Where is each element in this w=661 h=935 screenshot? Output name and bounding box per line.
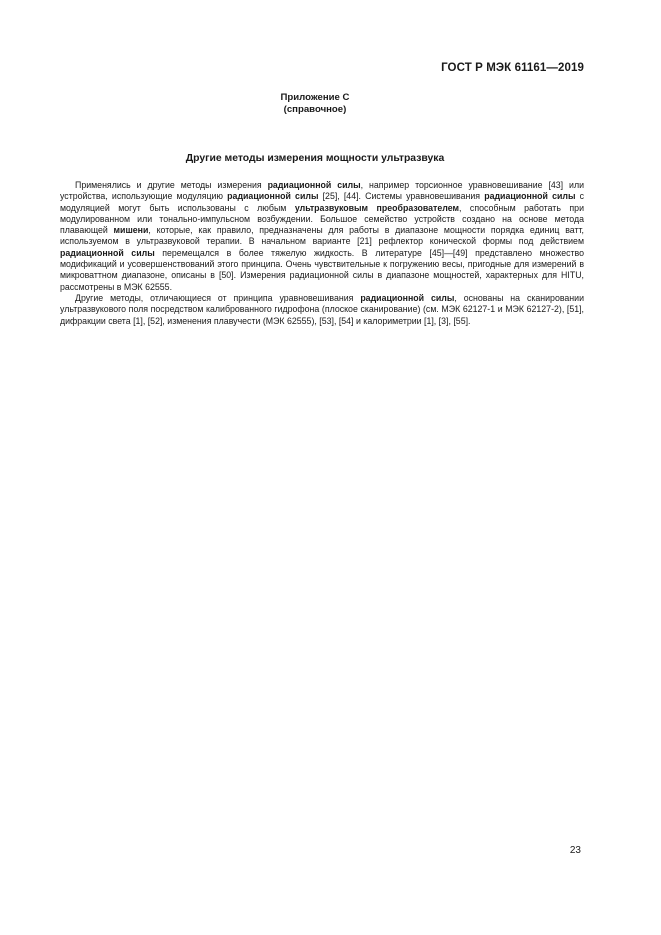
bold-term: радиационной силы [360, 292, 455, 303]
bold-term: мишени [113, 225, 149, 236]
text-run: , основаны на сканировании ультразвукового поля посредством калиброванного гидрофона (плоское сканирование) (см. МЭК 62127-1 и МЭК 62127-2), [51], дифракции света [1], [52], изменения плавучести (МЭК 62555), [53], [54] и калориметрии [1], [3], [55]. [60, 292, 584, 326]
body-text [60, 180, 584, 327]
bold-term: радиационной силы [227, 191, 319, 202]
text-run: перемещался в более тяжелую жидкость. В литературе [45]—[49] представлено множество модификаций и усовершенствований этого принципа. Очень чувствительные к погружению весы, пригодные для измерений в микроваттном диапазоне, описаны в [50]. Измерения радиационной силы в диапазоне мощностей, характерных для HITU, рассмотрены в МЭК 62555. [60, 247, 585, 292]
bold-term: радиационной силы [484, 191, 576, 202]
section-title: Другие методы измерения мощности ультразвука [185, 153, 445, 164]
paragraph [60, 293, 584, 327]
text-run: Другие методы, отличающиеся от принципа уравновешивания [75, 292, 361, 303]
paragraph [60, 180, 584, 293]
bold-term: ультразвуковым преобразователем [294, 202, 459, 213]
text-run: [25], [44]. Системы уравновешивания [318, 191, 485, 202]
standard-code: ГОСТ Р МЭК 61161—2019 [441, 62, 584, 74]
bold-term: радиационной силы [60, 247, 155, 258]
text-run: , которые, как правило, предназначены для работы в диапазоне мощности порядка единиц ватт, используемом в ультразвуковой терапии. В начальном варианте [21] рефлектор конической формы под действием [60, 225, 584, 247]
text-run: с модуляцией могут быть использованы с любым [60, 191, 585, 213]
text-run: , например торсионное уравновешивание [43] или устройства, использующие модуляцию [60, 180, 585, 202]
page-number: 23 [569, 845, 581, 856]
appendix-label: Приложение С [280, 92, 350, 103]
text-run: , способным работать при модулированном или тонально-импульсном возбуждении. Большое семейство устройств создано на основе метода плавающей [60, 202, 584, 236]
text-run: Применялись и другие методы измерения [75, 180, 268, 190]
bold-term: радиационной силы [267, 180, 361, 190]
appendix-heading [0, 92, 630, 116]
appendix-note: (справочное) [283, 104, 347, 115]
